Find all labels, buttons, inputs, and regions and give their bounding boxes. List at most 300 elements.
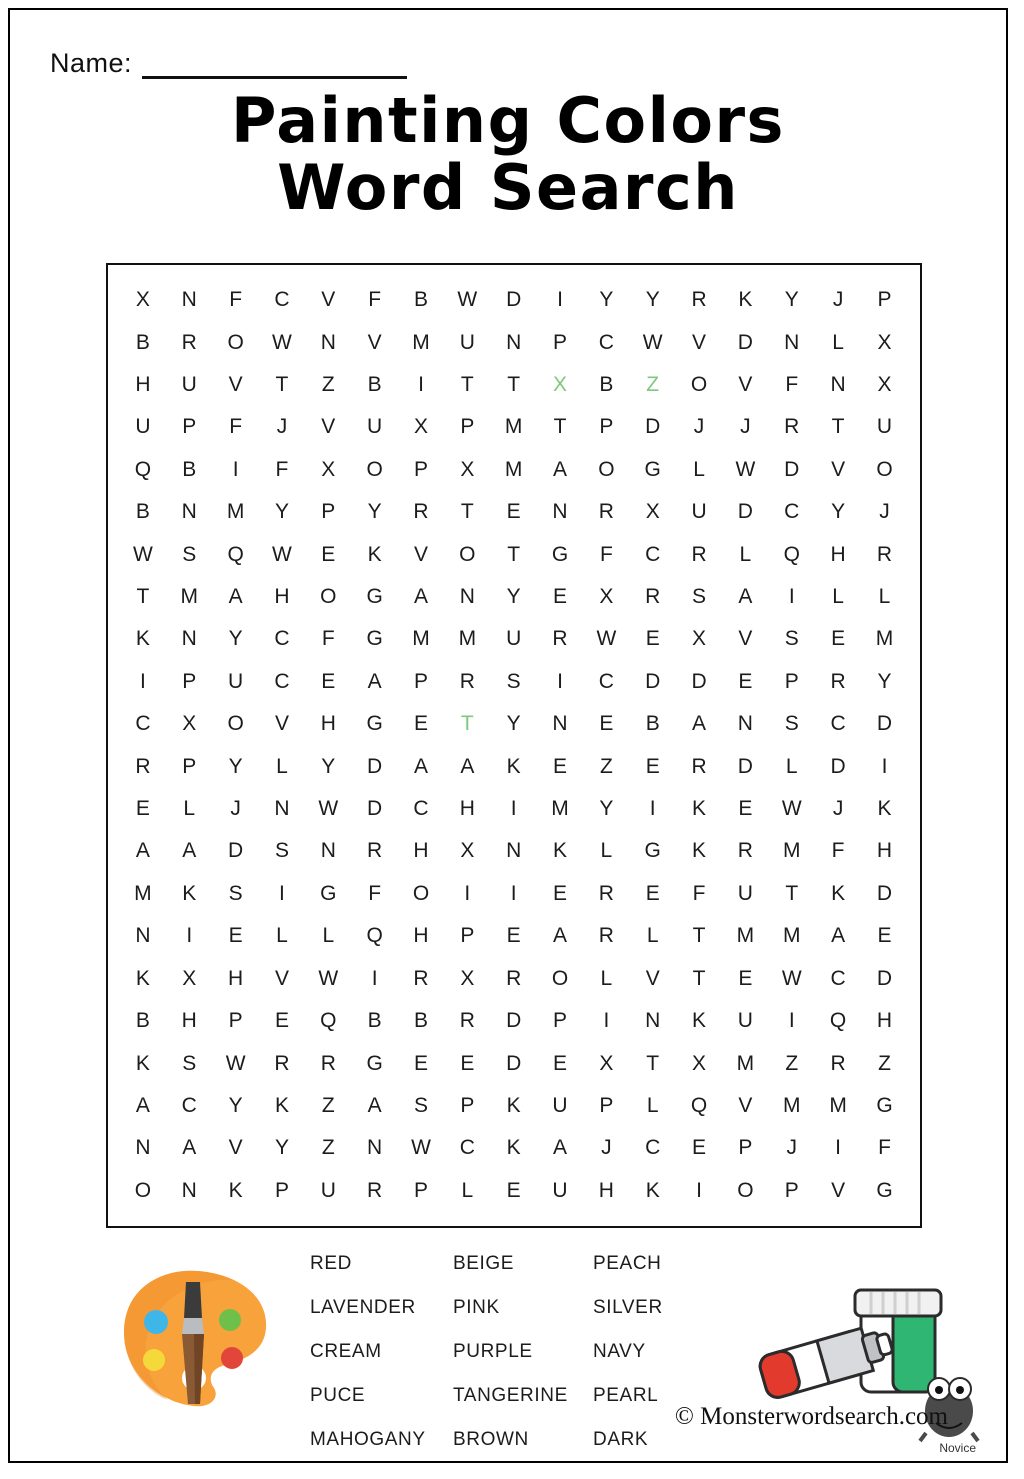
grid-cell[interactable]: A: [553, 457, 568, 481]
grid-cell[interactable]: E: [321, 542, 336, 566]
grid-cell[interactable]: X: [413, 415, 429, 439]
grid-cell[interactable]: E: [831, 627, 846, 651]
grid-cell[interactable]: M: [551, 797, 570, 821]
grid-cell[interactable]: E: [692, 1136, 707, 1160]
grid-cell[interactable]: H: [459, 797, 476, 821]
grid-cell[interactable]: U: [228, 669, 244, 693]
grid-cell[interactable]: G: [876, 1178, 894, 1202]
grid-cell[interactable]: P: [460, 1093, 475, 1117]
grid-cell[interactable]: A: [135, 1093, 151, 1117]
grid-cell[interactable]: Z: [878, 1051, 892, 1075]
grid-cell[interactable]: N: [506, 330, 522, 354]
grid-cell[interactable]: Y: [228, 754, 244, 778]
grid-cell[interactable]: H: [598, 1178, 615, 1202]
grid-cell[interactable]: V: [738, 373, 753, 397]
grid-cell[interactable]: D: [737, 330, 754, 354]
grid-cell[interactable]: X: [877, 330, 892, 354]
grid-cell[interactable]: M: [736, 1051, 755, 1075]
grid-cell[interactable]: R: [459, 669, 476, 693]
grid-cell[interactable]: S: [182, 542, 197, 566]
grid-cell[interactable]: Y: [228, 627, 244, 651]
grid-cell[interactable]: N: [181, 288, 198, 312]
grid-cell[interactable]: N: [459, 585, 476, 609]
grid-cell[interactable]: R: [181, 330, 198, 354]
grid-cell[interactable]: E: [413, 712, 429, 736]
grid-cell[interactable]: S: [506, 669, 522, 693]
grid-cell[interactable]: Q: [366, 924, 384, 948]
grid-cell[interactable]: N: [274, 797, 291, 821]
grid-cell[interactable]: P: [553, 1009, 568, 1033]
grid-cell[interactable]: A: [228, 585, 244, 609]
grid-cell[interactable]: D: [645, 669, 661, 693]
grid-cell[interactable]: X: [182, 966, 197, 990]
grid-cell[interactable]: H: [181, 1009, 198, 1033]
grid-cell[interactable]: Y: [321, 754, 336, 778]
grid-cell[interactable]: A: [367, 1093, 383, 1117]
grid-cell[interactable]: X: [553, 373, 568, 397]
grid-cell[interactable]: M: [829, 1093, 848, 1117]
grid-cell[interactable]: E: [553, 754, 568, 778]
grid-cell[interactable]: L: [600, 839, 613, 863]
grid-cell[interactable]: H: [135, 373, 151, 397]
grid-cell[interactable]: V: [831, 457, 846, 481]
grid-cell[interactable]: E: [274, 1009, 290, 1033]
grid-cell[interactable]: X: [599, 1051, 614, 1075]
grid-cell[interactable]: B: [367, 1009, 383, 1033]
grid-cell[interactable]: E: [135, 797, 151, 821]
grid-cell[interactable]: I: [557, 669, 564, 693]
grid-cell[interactable]: B: [135, 500, 151, 524]
grid-cell[interactable]: P: [413, 1178, 429, 1202]
grid-cell[interactable]: L: [276, 754, 289, 778]
grid-cell[interactable]: O: [134, 1178, 152, 1202]
grid-cell[interactable]: B: [135, 1009, 151, 1033]
grid-cell[interactable]: K: [877, 797, 892, 821]
grid-cell[interactable]: K: [831, 881, 846, 905]
grid-cell[interactable]: D: [367, 797, 383, 821]
grid-cell[interactable]: G: [644, 839, 662, 863]
grid-cell[interactable]: W: [596, 627, 617, 651]
grid-cell[interactable]: K: [182, 881, 197, 905]
grid-cell[interactable]: Z: [321, 373, 336, 397]
grid-cell[interactable]: I: [696, 1178, 703, 1202]
grid-cell[interactable]: F: [692, 881, 706, 905]
grid-cell[interactable]: V: [738, 1093, 753, 1117]
grid-cell[interactable]: P: [413, 457, 429, 481]
grid-cell[interactable]: D: [876, 712, 893, 736]
grid-cell[interactable]: Z: [321, 1093, 336, 1117]
grid-cell[interactable]: V: [228, 373, 244, 397]
grid-cell[interactable]: N: [320, 330, 337, 354]
grid-cell[interactable]: R: [737, 839, 754, 863]
grid-cell[interactable]: F: [878, 1136, 892, 1160]
grid-cell[interactable]: K: [506, 1093, 522, 1117]
grid-cell[interactable]: C: [784, 500, 800, 524]
grid-cell[interactable]: J: [740, 415, 752, 439]
grid-cell[interactable]: X: [135, 288, 151, 312]
grid-cell[interactable]: Y: [645, 288, 661, 312]
grid-cell[interactable]: W: [735, 457, 756, 481]
grid-cell[interactable]: T: [460, 500, 475, 524]
grid-cell[interactable]: L: [785, 754, 799, 778]
grid-cell[interactable]: N: [506, 839, 522, 863]
grid-cell[interactable]: J: [786, 1136, 798, 1160]
grid-cell[interactable]: Y: [274, 1136, 290, 1160]
grid-cell[interactable]: D: [506, 1009, 522, 1033]
grid-cell[interactable]: R: [830, 1051, 847, 1075]
grid-cell[interactable]: S: [413, 1093, 429, 1117]
grid-cell[interactable]: G: [366, 1051, 384, 1075]
grid-cell[interactable]: W: [318, 797, 339, 821]
grid-cell[interactable]: D: [737, 500, 754, 524]
grid-cell[interactable]: R: [876, 542, 893, 566]
grid-cell[interactable]: F: [275, 457, 289, 481]
grid-cell[interactable]: D: [645, 415, 661, 439]
grid-cell[interactable]: X: [182, 712, 197, 736]
grid-cell[interactable]: H: [274, 585, 291, 609]
grid-cell[interactable]: R: [830, 669, 847, 693]
grid-cell[interactable]: M: [226, 500, 245, 524]
grid-cell[interactable]: P: [460, 415, 475, 439]
grid-cell[interactable]: T: [831, 415, 845, 439]
grid-cell[interactable]: A: [413, 585, 429, 609]
grid-cell[interactable]: C: [645, 1136, 661, 1160]
grid-cell[interactable]: N: [181, 500, 198, 524]
grid-cell[interactable]: N: [784, 330, 800, 354]
grid-cell[interactable]: F: [229, 288, 243, 312]
grid-cell[interactable]: C: [181, 1093, 198, 1117]
grid-cell[interactable]: M: [412, 627, 431, 651]
grid-cell[interactable]: P: [784, 1178, 800, 1202]
grid-cell[interactable]: X: [645, 500, 661, 524]
grid-cell[interactable]: O: [690, 373, 708, 397]
grid-cell[interactable]: N: [135, 924, 151, 948]
grid-cell[interactable]: Y: [228, 1093, 244, 1117]
grid-cell[interactable]: O: [227, 712, 245, 736]
grid-cell[interactable]: F: [599, 542, 614, 566]
grid-cell[interactable]: W: [411, 1136, 432, 1160]
grid-cell[interactable]: U: [181, 373, 198, 397]
grid-cell[interactable]: E: [645, 627, 661, 651]
grid-cell[interactable]: P: [877, 288, 892, 312]
grid-cell[interactable]: O: [320, 585, 337, 609]
grid-cell[interactable]: G: [644, 457, 662, 481]
grid-cell[interactable]: L: [461, 1178, 474, 1202]
grid-cell[interactable]: M: [504, 415, 523, 439]
grid-cell[interactable]: W: [781, 797, 803, 821]
grid-cell[interactable]: K: [135, 966, 151, 990]
grid-cell[interactable]: U: [552, 1093, 569, 1117]
grid-cell[interactable]: Y: [877, 669, 892, 693]
grid-cell[interactable]: C: [413, 797, 430, 821]
grid-cell[interactable]: S: [692, 585, 707, 609]
grid-cell[interactable]: K: [738, 288, 753, 312]
grid-cell[interactable]: D: [506, 288, 522, 312]
grid-cell[interactable]: E: [321, 669, 336, 693]
grid-cell[interactable]: R: [320, 1051, 337, 1075]
grid-cell[interactable]: V: [413, 542, 429, 566]
grid-cell[interactable]: R: [506, 966, 522, 990]
grid-cell[interactable]: J: [693, 415, 705, 439]
grid-cell[interactable]: P: [274, 1178, 290, 1202]
grid-cell[interactable]: V: [692, 330, 707, 354]
grid-cell[interactable]: I: [371, 966, 379, 990]
grid-cell[interactable]: R: [645, 585, 661, 609]
grid-cell[interactable]: P: [182, 669, 197, 693]
grid-cell[interactable]: C: [274, 288, 291, 312]
word-search-grid[interactable]: [106, 263, 922, 1228]
grid-cell[interactable]: R: [413, 500, 430, 524]
grid-cell[interactable]: J: [601, 1136, 613, 1160]
grid-cell[interactable]: R: [691, 542, 708, 566]
grid-cell[interactable]: C: [459, 1136, 476, 1160]
grid-cell[interactable]: H: [876, 839, 893, 863]
grid-cell[interactable]: L: [878, 585, 891, 609]
grid-cell[interactable]: C: [274, 627, 291, 651]
grid-cell[interactable]: R: [135, 754, 151, 778]
grid-cell[interactable]: T: [275, 373, 289, 397]
grid-cell[interactable]: D: [506, 1051, 522, 1075]
grid-cell[interactable]: A: [135, 839, 151, 863]
grid-cell[interactable]: W: [225, 1051, 247, 1075]
grid-cell[interactable]: N: [181, 1178, 198, 1202]
grid-cell[interactable]: X: [692, 1051, 707, 1075]
grid-cell[interactable]: E: [738, 669, 753, 693]
grid-cell[interactable]: V: [274, 966, 290, 990]
grid-cell[interactable]: X: [877, 373, 892, 397]
grid-cell[interactable]: E: [645, 754, 661, 778]
grid-cell[interactable]: F: [321, 627, 336, 651]
grid-cell[interactable]: L: [739, 542, 752, 566]
grid-cell[interactable]: R: [413, 966, 430, 990]
grid-cell[interactable]: P: [599, 415, 614, 439]
grid-cell[interactable]: K: [692, 839, 707, 863]
grid-cell[interactable]: I: [464, 881, 471, 905]
grid-cell[interactable]: V: [228, 1136, 244, 1160]
grid-cell[interactable]: Y: [506, 585, 522, 609]
grid-cell[interactable]: I: [510, 881, 518, 905]
grid-cell[interactable]: N: [320, 839, 337, 863]
grid-cell[interactable]: A: [182, 1136, 197, 1160]
grid-cell[interactable]: E: [553, 585, 568, 609]
grid-cell[interactable]: N: [552, 500, 569, 524]
grid-cell[interactable]: Y: [831, 500, 846, 524]
grid-cell[interactable]: V: [831, 1178, 846, 1202]
grid-cell[interactable]: R: [691, 288, 708, 312]
grid-cell[interactable]: K: [692, 1009, 707, 1033]
grid-cell[interactable]: U: [737, 1009, 754, 1033]
grid-cell[interactable]: I: [603, 1009, 610, 1033]
grid-cell[interactable]: I: [881, 754, 888, 778]
grid-cell[interactable]: K: [367, 542, 383, 566]
grid-cell[interactable]: I: [186, 924, 193, 948]
grid-cell[interactable]: E: [645, 881, 661, 905]
grid-cell[interactable]: O: [366, 457, 384, 481]
grid-cell[interactable]: U: [320, 1178, 337, 1202]
grid-cell[interactable]: N: [737, 712, 754, 736]
grid-cell[interactable]: Q: [134, 457, 152, 481]
grid-cell[interactable]: K: [274, 1093, 290, 1117]
grid-cell[interactable]: P: [321, 500, 336, 524]
grid-cell[interactable]: P: [784, 669, 800, 693]
grid-cell[interactable]: E: [553, 1051, 568, 1075]
grid-cell[interactable]: Y: [599, 797, 614, 821]
grid-cell[interactable]: A: [367, 669, 383, 693]
grid-cell[interactable]: B: [135, 330, 151, 354]
grid-cell[interactable]: Z: [599, 754, 614, 778]
grid-cell[interactable]: M: [875, 627, 894, 651]
grid-cell[interactable]: Q: [783, 542, 801, 566]
grid-cell[interactable]: F: [229, 415, 243, 439]
grid-cell[interactable]: N: [830, 373, 847, 397]
grid-cell[interactable]: T: [553, 415, 567, 439]
grid-cell[interactable]: B: [645, 712, 661, 736]
grid-cell[interactable]: L: [832, 585, 845, 609]
grid-cell[interactable]: A: [831, 924, 846, 948]
grid-cell[interactable]: N: [135, 1136, 151, 1160]
grid-cell[interactable]: E: [413, 1051, 429, 1075]
grid-cell[interactable]: A: [460, 754, 475, 778]
grid-cell[interactable]: W: [318, 966, 339, 990]
grid-cell[interactable]: O: [737, 1178, 755, 1202]
grid-cell[interactable]: F: [368, 881, 382, 905]
grid-cell[interactable]: C: [274, 669, 291, 693]
grid-cell[interactable]: T: [136, 585, 150, 609]
grid-cell[interactable]: F: [368, 288, 382, 312]
grid-cell[interactable]: A: [553, 1136, 568, 1160]
grid-cell[interactable]: S: [228, 881, 244, 905]
grid-cell[interactable]: T: [507, 373, 521, 397]
grid-cell[interactable]: V: [274, 712, 290, 736]
grid-cell[interactable]: X: [460, 966, 475, 990]
grid-cell[interactable]: Q: [690, 1093, 708, 1117]
grid-cell[interactable]: O: [412, 881, 430, 905]
grid-cell[interactable]: R: [598, 881, 615, 905]
grid-cell[interactable]: C: [135, 712, 151, 736]
grid-cell[interactable]: J: [832, 288, 844, 312]
grid-cell[interactable]: J: [230, 797, 242, 821]
grid-cell[interactable]: A: [182, 839, 197, 863]
grid-cell[interactable]: G: [876, 1093, 894, 1117]
grid-cell[interactable]: I: [557, 288, 564, 312]
grid-cell[interactable]: H: [320, 712, 337, 736]
grid-cell[interactable]: U: [876, 415, 893, 439]
grid-cell[interactable]: W: [272, 330, 293, 354]
grid-cell[interactable]: T: [460, 712, 475, 736]
grid-cell[interactable]: W: [133, 542, 154, 566]
grid-cell[interactable]: F: [831, 839, 845, 863]
grid-cell[interactable]: G: [366, 712, 384, 736]
grid-cell[interactable]: P: [738, 1136, 753, 1160]
grid-cell[interactable]: R: [784, 415, 800, 439]
grid-cell[interactable]: W: [642, 330, 664, 354]
grid-cell[interactable]: R: [691, 754, 708, 778]
grid-cell[interactable]: I: [232, 457, 240, 481]
grid-cell[interactable]: D: [830, 754, 847, 778]
grid-cell[interactable]: B: [413, 1009, 429, 1033]
grid-cell[interactable]: H: [413, 839, 430, 863]
grid-cell[interactable]: X: [692, 627, 707, 651]
grid-cell[interactable]: P: [553, 330, 568, 354]
grid-cell[interactable]: V: [645, 966, 661, 990]
grid-cell[interactable]: T: [785, 881, 799, 905]
grid-cell[interactable]: I: [835, 1136, 842, 1160]
grid-cell[interactable]: A: [738, 585, 753, 609]
grid-cell[interactable]: U: [552, 1178, 569, 1202]
grid-cell[interactable]: P: [460, 924, 475, 948]
grid-cell[interactable]: L: [693, 457, 706, 481]
grid-cell[interactable]: U: [459, 330, 476, 354]
grid-cell[interactable]: X: [599, 585, 614, 609]
grid-cell[interactable]: B: [599, 373, 614, 397]
grid-cell[interactable]: Y: [784, 288, 800, 312]
grid-cell[interactable]: I: [418, 373, 425, 397]
grid-cell[interactable]: I: [510, 797, 518, 821]
grid-cell[interactable]: O: [227, 330, 245, 354]
grid-cell[interactable]: A: [553, 924, 568, 948]
grid-cell[interactable]: N: [552, 712, 569, 736]
grid-cell[interactable]: W: [272, 542, 293, 566]
grid-cell[interactable]: G: [366, 585, 384, 609]
grid-cell[interactable]: M: [782, 924, 801, 948]
grid-cell[interactable]: X: [460, 457, 475, 481]
grid-cell[interactable]: T: [507, 542, 521, 566]
grid-cell[interactable]: H: [413, 924, 430, 948]
grid-cell[interactable]: Q: [829, 1009, 847, 1033]
grid-cell[interactable]: U: [737, 881, 754, 905]
grid-cell[interactable]: K: [506, 754, 522, 778]
grid-cell[interactable]: Y: [274, 500, 290, 524]
grid-cell[interactable]: S: [274, 839, 290, 863]
grid-cell[interactable]: M: [782, 1093, 801, 1117]
grid-cell[interactable]: Z: [646, 373, 660, 397]
grid-cell[interactable]: K: [228, 1178, 244, 1202]
grid-cell[interactable]: E: [738, 966, 753, 990]
grid-cell[interactable]: V: [738, 627, 753, 651]
grid-cell[interactable]: P: [228, 1009, 244, 1033]
grid-cell[interactable]: Z: [321, 1136, 336, 1160]
grid-cell[interactable]: R: [274, 1051, 291, 1075]
grid-cell[interactable]: I: [788, 1009, 796, 1033]
grid-cell[interactable]: K: [135, 627, 151, 651]
grid-cell[interactable]: P: [182, 415, 197, 439]
grid-cell[interactable]: Y: [599, 288, 614, 312]
grid-cell[interactable]: M: [736, 924, 755, 948]
grid-cell[interactable]: N: [367, 1136, 383, 1160]
grid-cell[interactable]: L: [832, 330, 845, 354]
grid-cell[interactable]: K: [692, 797, 707, 821]
grid-cell[interactable]: S: [784, 627, 800, 651]
grid-cell[interactable]: N: [181, 627, 198, 651]
grid-cell[interactable]: L: [322, 924, 335, 948]
grid-cell[interactable]: L: [183, 797, 196, 821]
grid-cell[interactable]: D: [228, 839, 244, 863]
grid-cell[interactable]: L: [276, 924, 289, 948]
grid-cell[interactable]: E: [506, 924, 522, 948]
grid-cell[interactable]: R: [598, 500, 615, 524]
grid-cell[interactable]: I: [788, 585, 796, 609]
grid-cell[interactable]: D: [876, 881, 893, 905]
grid-cell[interactable]: I: [649, 797, 657, 821]
grid-cell[interactable]: D: [691, 669, 708, 693]
grid-cell[interactable]: M: [458, 627, 477, 651]
grid-cell[interactable]: O: [459, 542, 476, 566]
grid-cell[interactable]: E: [553, 881, 568, 905]
grid-cell[interactable]: T: [460, 373, 475, 397]
grid-cell[interactable]: M: [412, 330, 431, 354]
grid-cell[interactable]: K: [645, 1178, 661, 1202]
grid-cell[interactable]: R: [367, 839, 383, 863]
